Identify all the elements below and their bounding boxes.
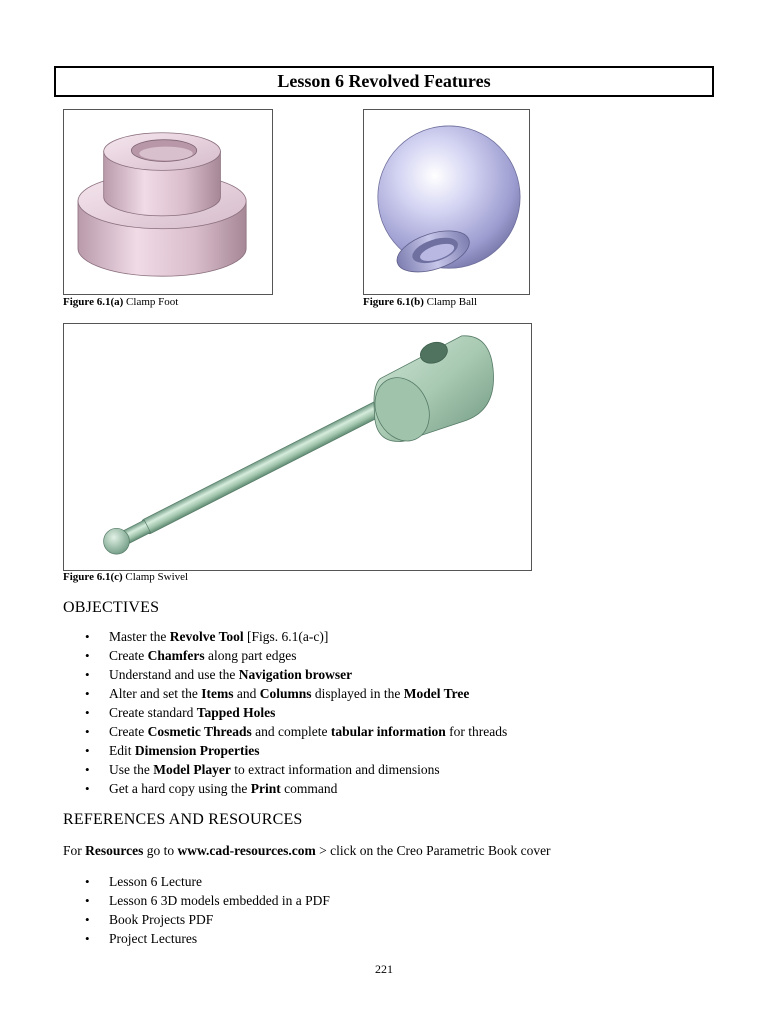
figure-caption-a [63,296,178,308]
text-run: Create [109,724,148,739]
figure-caption-b [363,296,477,308]
text-run: Get a hard copy using the [109,781,251,796]
page-title-text: Lesson 6 Revolved Features [277,71,491,91]
bold-text: Chamfers [147,648,205,663]
clamp-swivel-image [64,324,531,570]
clamp-ball-image [364,110,529,294]
resource-item: • Project Lectures [63,929,330,948]
text-run: displayed in the [311,686,404,701]
page-title [54,66,714,97]
bold-text: Items [201,686,234,701]
text-run: Create standard [109,705,197,720]
text-run: Master the [109,629,170,644]
objective-item [63,684,507,703]
bold-text: Columns [259,686,312,701]
figure-caption-c [63,571,188,583]
bold-text: Model Player [153,762,231,777]
figure-text-a: Clamp Foot [123,296,179,308]
bold-text: Revolve Tool [169,629,244,644]
objective-item [63,703,507,722]
figure-clamp-foot [63,109,273,295]
objectives-list [63,627,507,798]
bold-text: www.cad-resources.com [177,843,316,858]
resource-item: • Book Projects PDF [63,910,330,929]
bold-text: Print [250,781,281,796]
figure-text-c: Clamp Swivel [122,571,189,583]
resources-list [63,872,330,948]
figure-label-a: Figure 6.1(a) [63,296,124,308]
text-run: go to [143,843,178,858]
text-run: Understand and use the [109,667,239,682]
clamp-foot-image [64,110,272,294]
page-number: 221 [375,962,393,976]
bold-text: Cosmetic Threads [147,724,252,739]
text-run: Use the [109,762,154,777]
bold-text: Resources [85,843,144,858]
text-run: for threads [445,724,508,739]
objective-item [63,741,507,760]
bold-text: Tapped Holes [196,705,276,720]
bold-text: Model Tree [403,686,470,701]
bold-text: tabular information [330,724,446,739]
text-run: > click on the Creo Parametric Book cover [315,843,551,858]
text-run: Create [109,648,148,663]
bold-text: Navigation browser [238,667,353,682]
objectives-heading: OBJECTIVES [63,599,160,616]
figure-label-b: Figure 6.1(b) [363,296,424,308]
resources-paragraph [63,843,551,859]
text-run: Alter and set the [109,686,202,701]
figure-label-c: Figure 6.1(c) [63,571,123,583]
text-run: For [63,843,86,858]
references-heading: REFERENCES AND RESOURCES [63,811,303,828]
text-run: along part edges [204,648,297,663]
text-run: command [280,781,338,796]
objective-item [63,760,507,779]
figure-text-b: Clamp Ball [423,296,478,308]
bold-text: Dimension Properties [134,743,260,758]
text-run: and [233,686,260,701]
figure-clamp-swivel [63,323,532,571]
text-run: and complete [251,724,331,739]
objective-item [63,722,507,741]
objective-item [63,627,507,646]
objective-item [63,646,507,665]
resource-item: • Lesson 6 Lecture [63,872,330,891]
figure-clamp-ball [363,109,530,295]
objective-item [63,779,507,798]
text-run: [Figs. 6.1(a-c)] [243,629,329,644]
text-run: Edit [109,743,135,758]
objective-item [63,665,507,684]
text-run: to extract information and dimensions [230,762,440,777]
resource-item: • Lesson 6 3D models embedded in a PDF [63,891,330,910]
